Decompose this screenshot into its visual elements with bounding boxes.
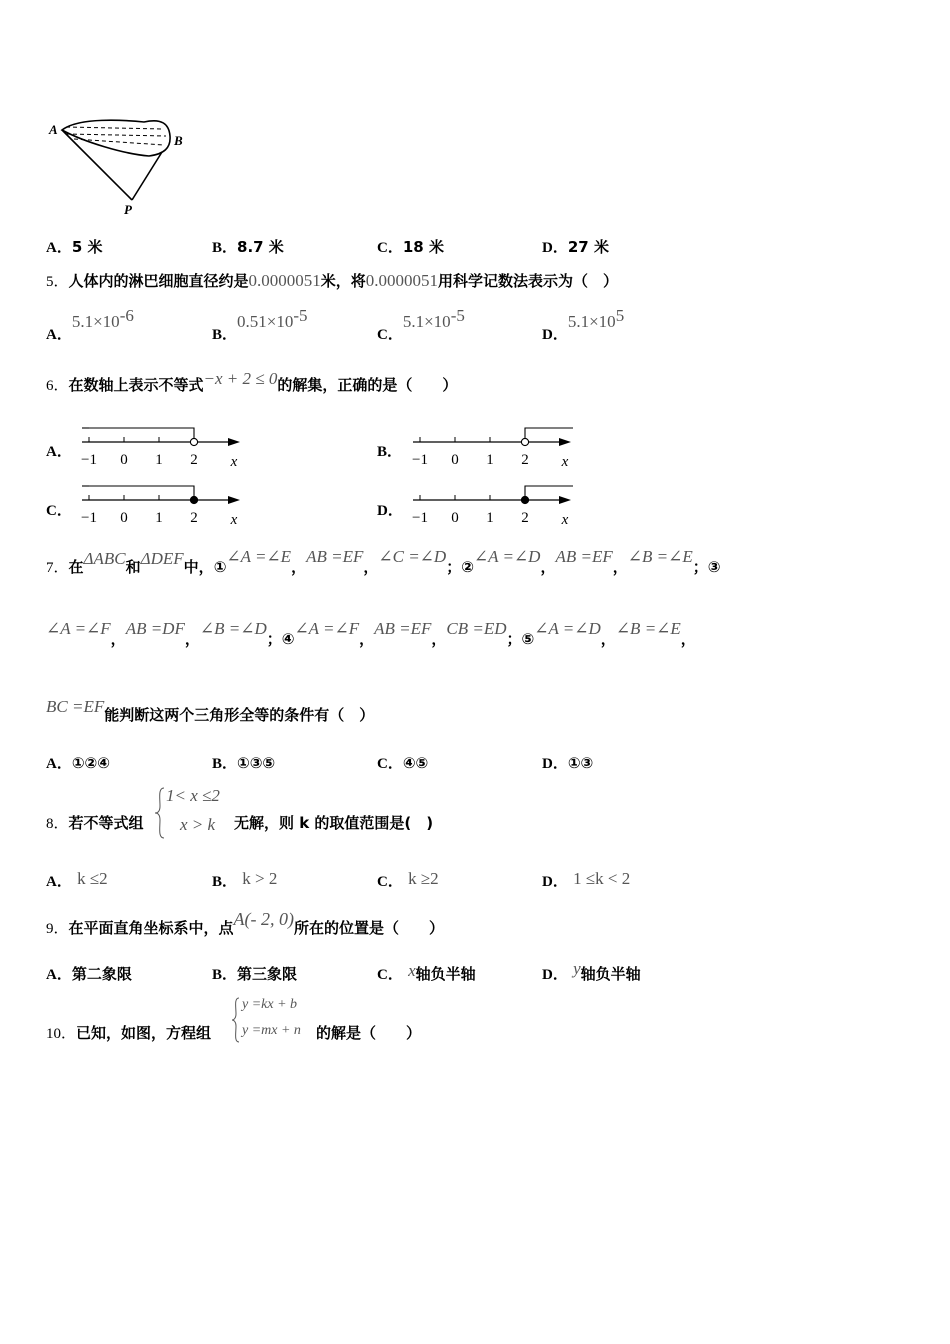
- axis-arrow-icon: [228, 438, 240, 446]
- tick-label: 1: [155, 452, 163, 468]
- tick-label: 2: [190, 510, 198, 526]
- q7-separator: ，: [680, 630, 696, 648]
- vertex-b-label: B: [174, 133, 183, 148]
- axis-label: x: [230, 512, 238, 528]
- q7-condition-math: ∠A =∠F: [294, 619, 360, 638]
- q7-condition-math: ∠B =∠E: [615, 619, 681, 638]
- q5-option-d: D．$5.1\times 10^5$: [542, 306, 625, 343]
- solution-ray: [89, 486, 194, 496]
- q10-brace: [231, 996, 241, 1044]
- q7-option-b: B．①③⑤: [212, 754, 276, 772]
- axis-label: x: [561, 454, 569, 470]
- q6-option-d-number-line: [403, 478, 583, 530]
- open-point: [190, 438, 197, 445]
- tick-label: 0: [120, 452, 128, 468]
- q7-separator: ，: [612, 558, 628, 576]
- q8-option-a: A． k ≤2: [46, 869, 108, 890]
- q7-condition-math: ∠C =∠D: [378, 547, 447, 566]
- q7-condition-math: ∠A =∠E: [226, 547, 292, 566]
- tick-label: 2: [190, 452, 198, 468]
- q7-separator: ，: [359, 630, 375, 648]
- question-5: 5．人体内的淋巴细胞直径约是0.0000051米，将0.0000051用科学记数法表示为（ ）: [46, 271, 619, 290]
- q4-option-c: C．18 米: [377, 238, 444, 256]
- q6-option-a-label: A．: [46, 444, 72, 460]
- q4-option-a: A．5 米: [46, 238, 103, 256]
- q9-option-c: C． x轴负半轴: [377, 961, 476, 983]
- q9-option-b: B．第三象限: [212, 965, 298, 983]
- q7-condition-math: AB =EF: [374, 619, 432, 638]
- tick-label: 0: [451, 510, 459, 526]
- question-10: 10．已知，如图，方程组: [46, 1024, 212, 1042]
- q5-option-c: C．$5.1\times 10^{-5}$: [377, 306, 465, 343]
- tick-label: 1: [486, 452, 494, 468]
- axis-label: x: [230, 454, 238, 470]
- question-7-line-2: [46, 619, 696, 649]
- question-8-tail: 无解，则 k 的取值范围是( ): [234, 814, 434, 832]
- q8-option-c: C． k ≥2: [377, 869, 439, 890]
- q9-option-d: D． y轴负半轴: [542, 959, 641, 983]
- axis-arrow-icon: [228, 496, 240, 504]
- q4-option-d: D．27 米: [542, 238, 609, 256]
- q6-option-b-number-line: [403, 420, 583, 472]
- q7-condition-math: ∠B =∠D: [199, 619, 267, 638]
- q7-separator: ，: [291, 558, 307, 576]
- closed-point: [190, 496, 197, 503]
- q7-separator: ，: [184, 630, 200, 648]
- axis-arrow-icon: [559, 438, 571, 446]
- q8-system-line-1: 1< x ≤2: [166, 786, 220, 805]
- q8-system-line-2: x > k: [180, 815, 216, 834]
- q7-option-c: C．④⑤: [377, 754, 429, 772]
- open-point: [521, 438, 528, 445]
- tick-label: 0: [120, 510, 128, 526]
- q7-condition-math: ∠A =∠F: [46, 619, 111, 638]
- question-7-line-3: BC =EF能判断这两个三角形全等的条件有（ ）: [46, 697, 375, 724]
- q7-condition-math: AB =EF: [555, 547, 613, 566]
- tick-label: −1: [412, 452, 428, 468]
- question-10-tail: 的解是（ ）: [316, 1024, 422, 1042]
- q7-option-a: A．①②④: [46, 754, 110, 772]
- pyramid-figure: [44, 112, 194, 218]
- q7-separator: ；②: [446, 558, 474, 576]
- q6-option-a-number-line: [72, 420, 252, 472]
- solution-ray: [525, 486, 573, 496]
- q7-condition-math: AB =EF: [306, 547, 364, 566]
- tick-label: 1: [155, 510, 163, 526]
- q9-option-a: A．第二象限: [46, 965, 132, 983]
- tick-label: −1: [81, 452, 97, 468]
- vertex-p-label: P: [124, 202, 132, 217]
- tick-label: −1: [81, 510, 97, 526]
- q7-separator: ①: [213, 558, 227, 576]
- q6-option-c-label: C．: [46, 503, 72, 519]
- q8-option-d: D． 1 ≤k < 2: [542, 869, 631, 890]
- q7-condition-math: ∠A =∠D: [473, 547, 541, 566]
- q7-condition-math: AB =DF: [125, 619, 185, 638]
- q8-option-b: B． k > 2: [212, 869, 278, 890]
- q5-option-b: B．$0.51\times 10^{-5}$: [212, 306, 308, 343]
- question-6: 6．在数轴上表示不等式−x + 2 ≤ 0的解集，正确的是（ ）: [46, 369, 458, 394]
- q10-system-line-2: y =mx + n: [242, 1023, 301, 1038]
- q7-separator: ，: [540, 558, 556, 576]
- q7-option-d: D．①③: [542, 754, 594, 772]
- q7-condition-math: CB =ED: [446, 619, 507, 638]
- tick-label: 0: [451, 452, 459, 468]
- solution-ray: [525, 428, 573, 438]
- q7-separator: ；③: [692, 558, 721, 576]
- vertex-a-label: A: [49, 122, 58, 137]
- tick-label: 2: [521, 452, 529, 468]
- q6-option-c-number-line: [72, 478, 252, 530]
- tick-label: 2: [521, 510, 529, 526]
- closed-point: [521, 496, 528, 503]
- q7-separator: ；⑤: [506, 630, 535, 648]
- q5-option-a: A．$5.1\times 10^{-6}$: [46, 306, 134, 343]
- q10-system-line-1: y =kx + b: [242, 997, 298, 1012]
- q6-option-d-label: D．: [377, 503, 403, 519]
- axis-label: x: [561, 512, 569, 528]
- tick-label: −1: [412, 510, 428, 526]
- q7-condition-math: ∠B =∠E: [627, 547, 693, 566]
- tick-label: 1: [486, 510, 494, 526]
- q6-option-b-label: B．: [377, 444, 403, 460]
- q7-separator: ，: [363, 558, 379, 576]
- q7-separator: ，: [600, 630, 616, 648]
- q7-separator: ，: [110, 630, 126, 648]
- q8-brace: [154, 786, 166, 840]
- q7-separator: ；④: [266, 630, 295, 648]
- question-8: 8．若不等式组: [46, 814, 144, 832]
- q7-condition-math: ∠A =∠D: [534, 619, 601, 638]
- question-7-line-1: 7．在ΔABC和ΔDEF中，①∠A =∠E，AB =EF，∠C =∠D；②∠A =∠D，AB =EF，∠B =∠E；③: [46, 547, 721, 576]
- axis-arrow-icon: [559, 496, 571, 504]
- question-9: 9．在平面直角坐标系中，点A(- 2, 0)所在的位置是（ ）: [46, 909, 445, 937]
- q4-option-b: B．8.7 米: [212, 238, 284, 256]
- solution-ray: [89, 428, 194, 438]
- q7-separator: ，: [431, 630, 447, 648]
